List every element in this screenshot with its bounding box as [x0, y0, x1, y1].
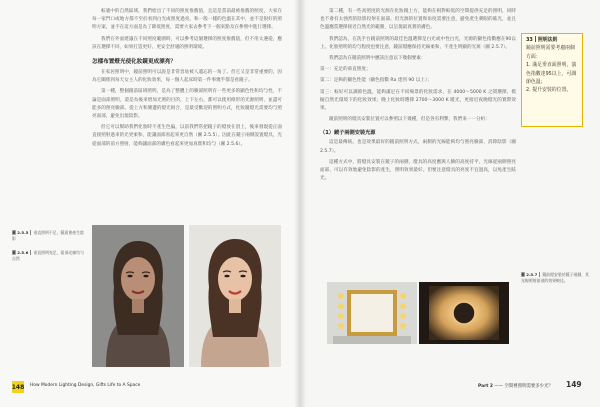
paragraph: 但它可以幫助我們化妝時不產生色偏，以前我們常把鏡子的燈放在頂上，後來發現從正面直接照射過來的光更柔和，能讓面部看起來更自然（圖 2.5.5）。因此在鏡子兩側設置燈具，光從面部的前方照射，能夠讓面部的膚色看起來更加真實和均勻（圖 2.5.6）。 — [92, 125, 283, 147]
illustration-mirror-side-lights — [327, 282, 417, 344]
book-gutter — [294, 0, 306, 407]
caption-2-5-7 — [521, 272, 589, 285]
running-footer-left: How Modern Lighting Design, Gifts Life to A Space — [30, 383, 141, 388]
list-intro: 我們認為在鏡前照明中應該注意以下幾個要素： — [329, 56, 426, 62]
mirror-glow-image — [419, 282, 509, 344]
right-main-column — [320, 8, 516, 186]
list-item: 第一：充足的垂直照度； — [320, 67, 371, 73]
paragraph: 鏡前照明的燈具安裝位置可以參照以下幾種，但是各有利弊，我們來一一分析： — [329, 117, 490, 123]
caption-text: 垂直照明充足，面部光線均勻自然 — [12, 250, 84, 262]
rule-item: 2. 提升安裝的位置。 — [526, 87, 572, 94]
part-label: Part 2 — [478, 384, 493, 389]
caption-divider — [539, 272, 540, 277]
lighting-rule-box — [521, 33, 583, 127]
running-footer-right — [478, 383, 553, 389]
paragraph: 較適中的自然區域，我們給出了不同的照度推薦值，且這是當前最被推薦的照度，大家在每一家門口或地方都不至於看到白光或照度過亮。和一般一樣的色溫在其中，並不是很好的照明方案，並不在這方面是為了降低照度，需要大家去參考下一個來點及在參照中進行選擇。 — [92, 9, 282, 31]
rule-title — [526, 36, 578, 44]
caption-number: 圖 2.5.6 — [12, 250, 29, 255]
caption-number: 圖 2.5.5 — [12, 230, 29, 235]
paragraph: 這是最傳統、也是效果最好的鏡前照明方式，兩側的光線能夠均勻照亮臉部，消除陰影（圖 2.5.7）。 — [320, 140, 516, 154]
rule-number: 33 — [526, 37, 533, 43]
rule-heading: 照明法則 — [537, 37, 558, 43]
rule-divider — [535, 36, 536, 42]
list-item: 第三：較好可以調節色溫，能夠滿足在不同場景的化妝需求，在 4000～5000 K 之間選擇，模擬自然光環境下的化妝效果；晚上化妝時選擇 2700～3000 K 暖光，更接近夜晚燈光的實際效果。 — [320, 89, 516, 112]
caption-2-5-6 — [12, 250, 84, 263]
portrait-image-bright — [189, 225, 281, 367]
mirror-side-lights-image — [327, 282, 417, 344]
caption-divider — [30, 250, 31, 255]
photo-portrait-dim — [92, 225, 184, 367]
paragraph: 第二種，有一些高照度的光源在化妝鏡上方，能夠在相對較低的空間提供充足的照明，同時也不會有太強烈的陰影投射在面部。但光源的位置和角度需要注意，避免產生刺眼的眩光，並且色溫應當選擇接近自然光的範圍，以呈現最真實的膚色。 — [320, 9, 516, 31]
paragraph: 我們在外面建議在不同照度範圍時，可以參考這個選擇的照度推薦值，但不用太遵從，應該在選擇不同，如果打造更好、更安全舒適的照明環境。 — [92, 36, 282, 50]
caption-2-5-5 — [12, 230, 84, 243]
paragraph: 第一種，整個鏡前區域照明，是為了整體上的臉部照明有一些更多的顯色性和均勻性，不論是面部照明，還是為後來增加光照的目的，上下左右，都可以使用條形的光源照明，並盡可能多的照亮臉部。從上方和側邊的燈光組合，是最受歡迎的照明方式，化妝鏡燈光需要均勻照亮面部，避免出現陰影。 — [92, 89, 282, 120]
caption-divider — [30, 230, 31, 235]
sub-heading: （1）鏡子兩側安裝光源 — [320, 130, 376, 137]
caption-number: 圖 2.5.7 — [521, 272, 538, 277]
page-number-badge — [12, 381, 24, 393]
section-heading: 怎樣布置燈光使化妝鏡更成漂亮？ — [92, 59, 176, 66]
rule-intro: 鏡前照明需要考慮兩個方面： — [526, 45, 575, 60]
caption-text: 鏡前燈安裝於鏡子兩側，其光線照射面部的效果較佳。 — [521, 272, 590, 284]
page-number: 148 — [11, 383, 25, 391]
paragraph: 這種方式中，將燈具安裝在鏡子的兩側，燈具的高度應與人臉的高度持平，光線從兩側照亮面部，可以有效地避免陰影的產生，照明效果最好。但要注意燈具的亮度不宜過高，以免產生眩光。 — [320, 159, 516, 182]
footer-divider: —— — [494, 384, 505, 389]
rule-item: 1. 滿足垂直面照明，演色指數達95以上，可調節色溫； — [526, 62, 577, 86]
photo-portrait-bright — [189, 225, 281, 367]
portrait-image-dim — [92, 225, 184, 367]
left-intro-column — [92, 8, 282, 152]
illustration-mirror-glow — [419, 282, 509, 344]
list-item: 第二：足夠的顯色性能（顯色指數 Ra 達到 90 以上）； — [320, 78, 432, 84]
page-number-right: 149 — [566, 380, 582, 389]
caption-text: 垂直照明不足，鏡面會產生陰影 — [12, 230, 84, 242]
footer-title: 空間裡照明需要多少光？ — [504, 384, 553, 389]
paragraph: 在家居照明中，鏡前照明可以說是非常容易被人遺忘的一角了。但它又是非常重要的，因為它關係到每天女主人的化妝效果，每一個人起床時第一件事幾乎都是看鏡子。 — [92, 70, 282, 84]
paragraph: 我們認為，在洗手台鏡前照明的最佳色溫選擇是白光或中性白光，光源的顯色指數應在90以上。化妝照明的均勻程度也要注意，鏡前燈應保持光線柔和，不產生明顯的光斑（圖 2.5.7）。 — [320, 36, 516, 50]
